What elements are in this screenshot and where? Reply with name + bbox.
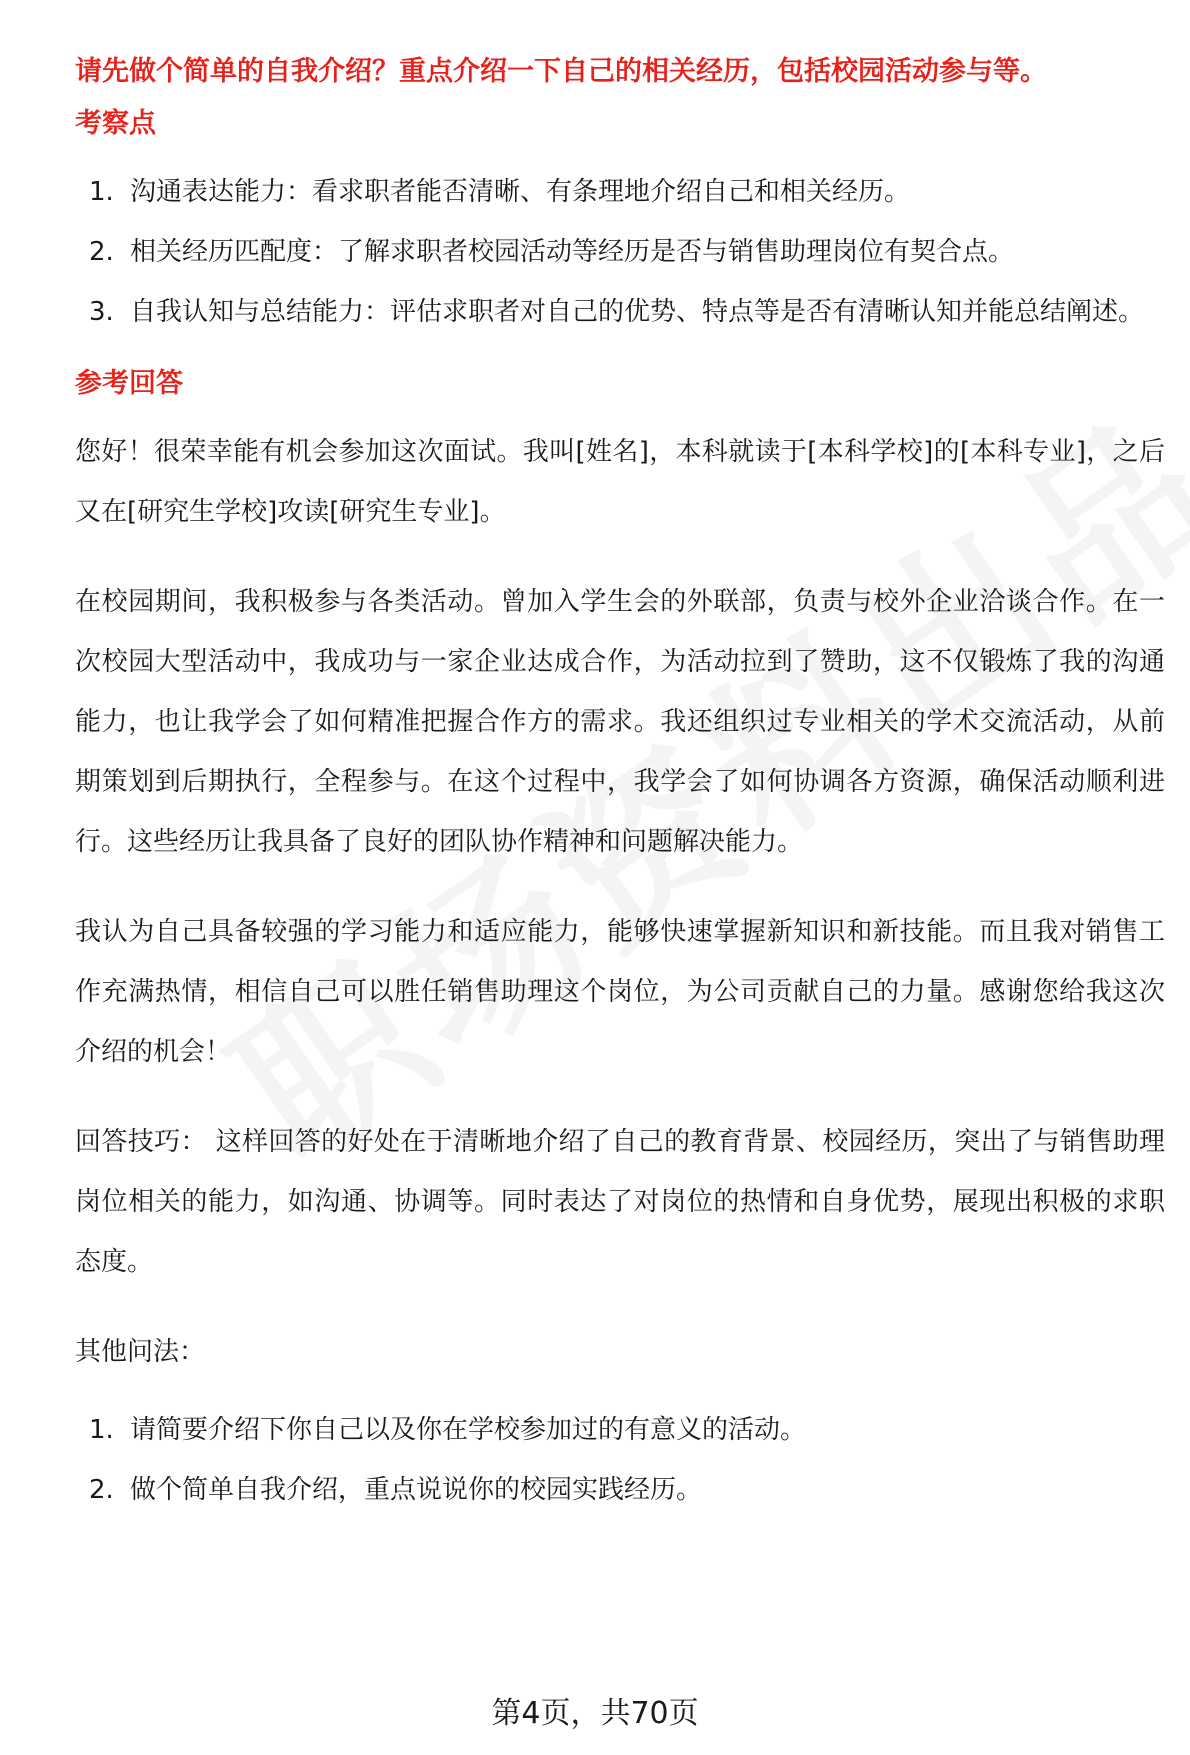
list-item: 3. 自我认知与总结能力：评估求职者对自己的优势、特点等是否有清晰认知并能总结阐述。 [89,297,1145,327]
other-asks-label: 其他问法： [75,1337,206,1367]
interview-question: 请先做个简单的自我介绍？重点介绍一下自己的相关经历，包括校园活动参与等。 [75,56,1047,87]
other-asks-list [75,1400,1165,1520]
answer-title: 参考回答 [75,368,183,399]
document-page [75,50,1165,1542]
answer-tip: 回答技巧： 这样回答的好处在于清晰地介绍了自己的教育背景、校园经历，突出了与销售助理岗位相关的能力，如沟通、协调等。同时表达了对岗位的热情和自身优势，展现出积极的求职态度。 [75,1127,1165,1277]
answer-paragraph-campus: 在校园期间，我积极参与各类活动。曾加入学生会的外联部，负责与校外企业洽谈合作。在一次校园大型活动中，我成功与一家企业达成合作，为活动拉到了赞助，这不仅锻炼了我的沟通能力，也让我学会了如何精准把握合作方的需求。我还组织过专业相关的学术交流活动，从前期策划到后期执行，全程参与。在这个过程中，我学会了如何协调各方资源，确保活动顺利进行。这些经历让我具备了良好的团队协作精神和问题解决能力。 [75,587,1165,857]
focus-title: 考察点 [75,108,156,139]
list-item: 1. 请简要介绍下你自己以及你在学校参加过的有意义的活动。 [89,1415,807,1445]
page-footer: 第4页，共70页 [491,1696,699,1731]
answer-paragraph-intro: 您好！很荣幸能有机会参加这次面试。我叫[姓名]，本科就读于[本科学校]的[本科专业]，之后又在[研究生学校]攻读[研究生专业]。 [75,437,1165,527]
answer-paragraph-closing: 我认为自己具备较强的学习能力和适应能力，能够快速掌握新知识和新技能。而且我对销售工作充满热情，相信自己可以胜任销售助理这个岗位，为公司贡献自己的力量。感谢您给我这次介绍的机会！ [75,917,1165,1067]
focus-points-list [75,162,1165,342]
list-item: 1. 沟通表达能力：看求职者能否清晰、有条理地介绍自己和相关经历。 [89,177,911,207]
list-item: 2. 相关经历匹配度：了解求职者校园活动等经历是否与销售助理岗位有契合点。 [89,237,1015,267]
list-item: 2. 做个简单自我介绍，重点说说你的校园实践经历。 [89,1475,703,1505]
